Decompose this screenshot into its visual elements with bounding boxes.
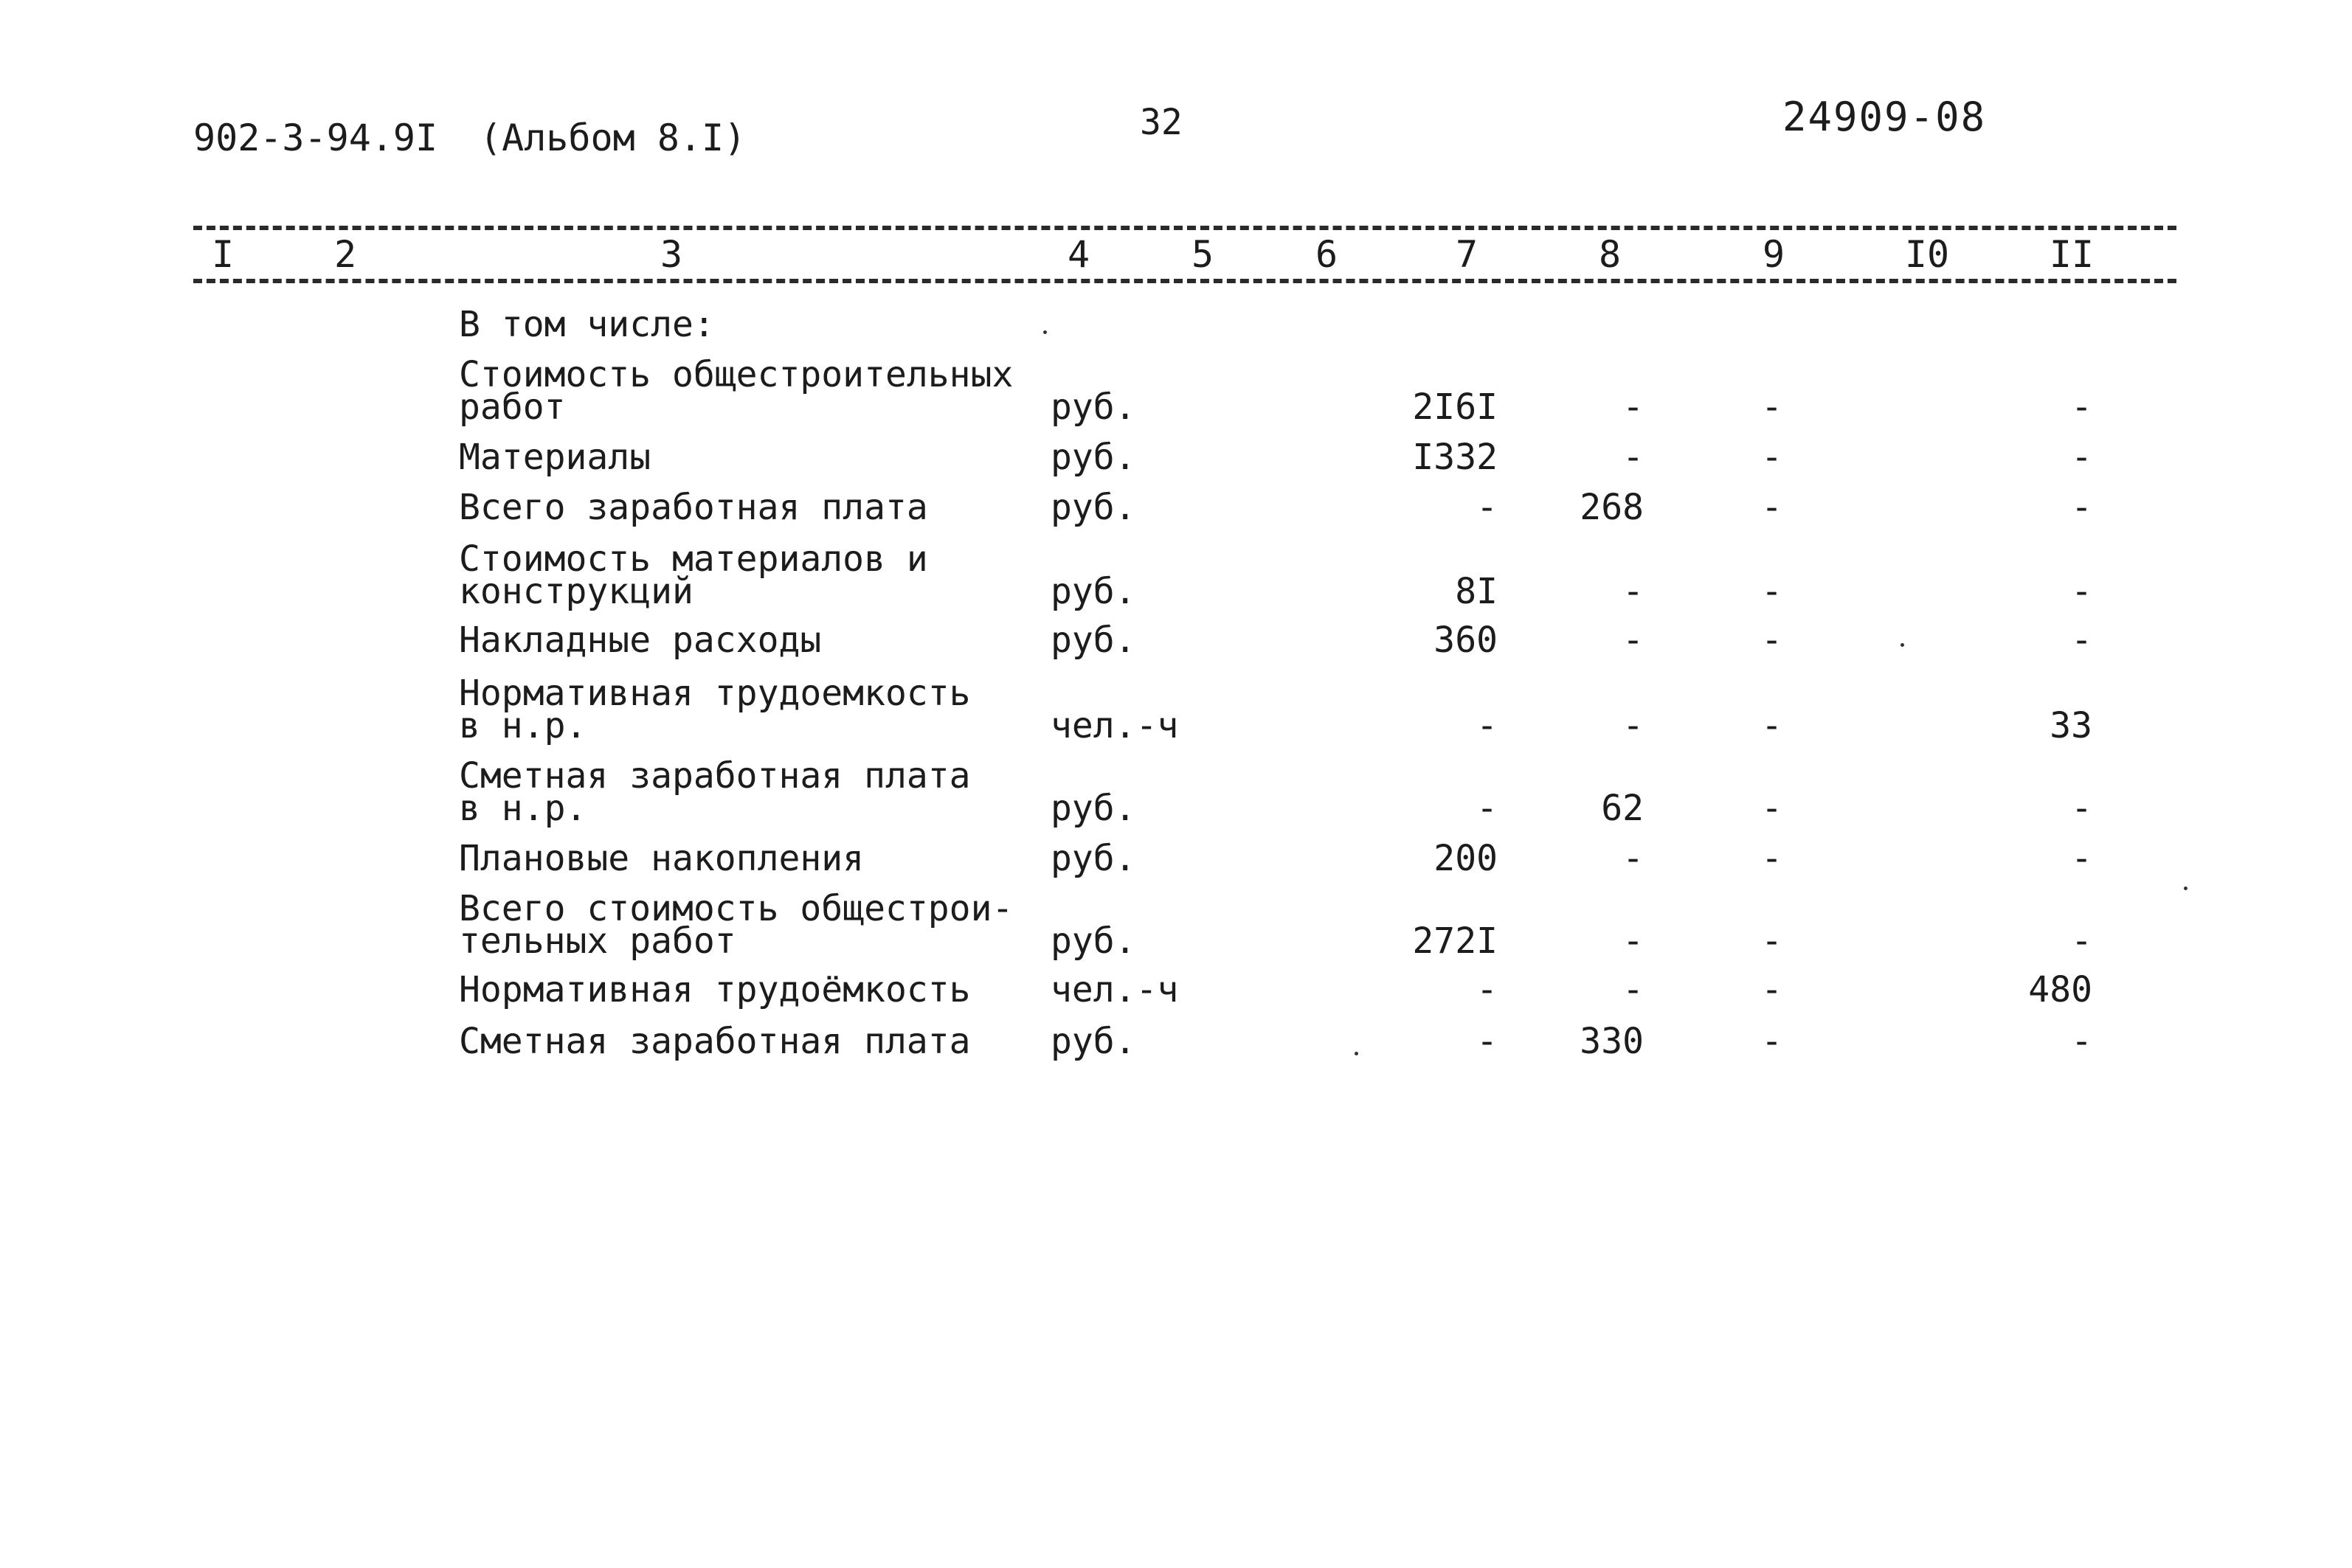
row-name: Материалы [459,437,651,478]
row-col8-value: - [1622,838,1644,879]
row-name: Плановые накопления [459,838,865,879]
row-unit: руб. [1051,386,1136,428]
row-unit: руб. [1051,437,1136,478]
column-header-bottom-rule [193,279,2176,283]
column-number: I [211,233,235,276]
row-name: Нормативная трудоёмкость [459,969,971,1010]
row-col8-value: - [1622,571,1644,612]
row-col8-value: 330 [1580,1021,1644,1062]
section-intro-label: В том числе: [459,304,715,345]
row-col7-value: 2I6I [1412,386,1498,428]
row-unit: руб. [1051,920,1136,962]
column-header-top-rule [193,226,2176,230]
row-unit: руб. [1051,620,1136,661]
column-number: 8 [1598,233,1622,276]
row-col9-value: - [1761,788,1782,829]
row-col7-value: - [1476,1021,1498,1062]
row-col7-value: - [1476,487,1498,528]
row-col11-value: - [2071,386,2092,428]
row-name: Нормативная трудоемкость в н.р. [459,673,971,746]
row-col9-value: - [1761,1021,1782,1062]
row-col8-value: 268 [1580,487,1644,528]
scan-speck [1355,1052,1358,1055]
row-col9-value: - [1761,386,1782,428]
row-col9-value: - [1761,487,1782,528]
sheet-number: 24909-08 [1782,94,1987,140]
row-col8-value: - [1622,386,1644,428]
scan-speck [2184,887,2187,890]
row-unit: руб. [1051,487,1136,528]
row-col11-value: 480 [2028,969,2092,1010]
row-name: Стоимость общестроительных работ [459,354,1014,428]
row-unit: руб. [1051,788,1136,829]
row-col11-value: - [2071,920,2092,962]
row-col9-value: - [1761,920,1782,962]
row-col8-value: - [1622,437,1644,478]
row-unit: руб. [1051,1021,1136,1062]
row-col7-value: - [1476,705,1498,746]
column-number: 5 [1191,233,1214,276]
row-col8-value: - [1622,620,1644,661]
column-number: 7 [1455,233,1478,276]
row-col9-value: - [1761,620,1782,661]
column-number: I0 [1904,233,1950,276]
page-number: 32 [1140,102,1183,143]
row-col11-value: - [2071,1021,2092,1062]
row-col7-value: - [1476,788,1498,829]
row-name: Всего стоимость общестрои- тельных работ [459,888,1014,962]
row-col8-value: - [1622,969,1644,1010]
column-number: 9 [1762,233,1785,276]
row-col7-value: 272I [1412,920,1498,962]
column-number: 4 [1067,233,1090,276]
row-col11-value: - [2071,620,2092,661]
column-number: II [2049,233,2095,276]
row-name: Стоимость материалов и конструкций [459,538,928,612]
row-col9-value: - [1761,969,1782,1010]
row-col7-value: I332 [1412,437,1498,478]
row-col7-value: 360 [1433,620,1498,661]
scan-speck [1900,643,1904,647]
row-col9-value: - [1761,571,1782,612]
scan-speck [1043,330,1047,334]
row-col11-value: - [2071,838,2092,879]
document-code: 902-3-94.9I [193,117,438,159]
row-col11-value: - [2071,571,2092,612]
row-col7-value: 200 [1433,838,1498,879]
row-col9-value: - [1761,705,1782,746]
column-number: 6 [1315,233,1338,276]
row-col8-value: - [1622,705,1644,746]
row-col8-value: 62 [1601,788,1644,829]
album-reference: (Альбом 8.I) [480,117,747,159]
row-col11-value: 33 [2050,705,2092,746]
row-unit: руб. [1051,571,1136,612]
row-col11-value: - [2071,487,2092,528]
row-name: Всего заработная плата [459,487,928,528]
row-col8-value: - [1622,920,1644,962]
row-col7-value: - [1476,969,1498,1010]
row-unit: чел.-ч [1051,705,1179,746]
column-number: 2 [333,233,357,276]
row-col9-value: - [1761,838,1782,879]
row-col7-value: 8I [1455,571,1498,612]
row-unit: чел.-ч [1051,969,1179,1010]
row-col9-value: - [1761,437,1782,478]
row-col11-value: - [2071,437,2092,478]
row-name: Сметная заработная плата в н.р. [459,755,971,829]
row-col11-value: - [2071,788,2092,829]
row-name: Сметная заработная плата [459,1021,971,1062]
row-name: Накладные расходы [459,620,822,661]
row-unit: руб. [1051,838,1136,879]
column-number: 3 [660,233,683,276]
